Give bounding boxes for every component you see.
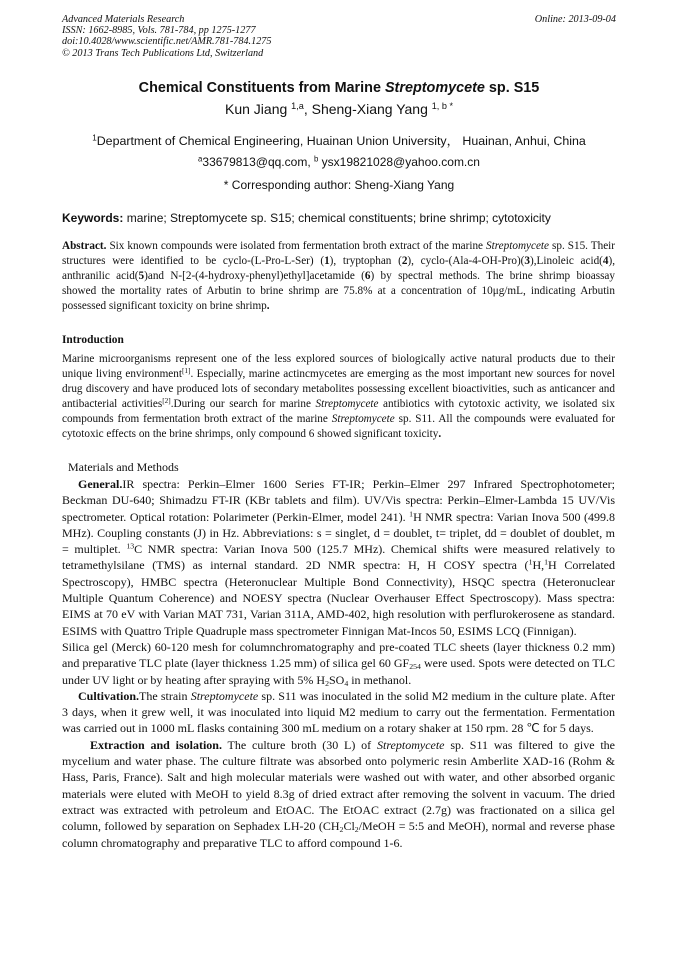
keywords: Keywords: marine; Streptomycete sp. S15; chemical constituents; brine shrimp; cytotoxicity: [62, 211, 551, 225]
general-paragraph: General.IR spectra: Perkin–Elmer 1600 Series FT-IR; Perkin–Elmer 297 Infrared Spectrophotometer; Beckman DU-640; Shimadzu FT-IR (KBr tablets and film). UV/Vis spectra: Perkin–Elmer-Lambda 15 UV/Vis spectrometer. Optical rotation: Polarimeter (Perkin-Elmer, model 241). $^1$H NMR spectra: Varian Inova 500 (499.8 MHz). Coupling constants (J) in Hz. Abbreviations: s = singlet, d = doublet, t= triplet, dd = doublet of doublet, m = multiplet. $^{13}$C NMR spectra: Varian Inova 500 (125.7 MHz). Chemical shifts were measured relatively to tetramethylsilane (TMS) as internal standard. 2D NMR spectra: H, H COSY spectra ($^1$H,$^1$H Correlated Spectroscopy), HMBC spectra (Heteronuclear Multiple Bond Connectivity), HSQC spectra (Heteronuclear Multiple Quantum Coherence) and NOESY spectra (Nuclear Overhauser Effect Spectroscopy). Mass spectra: EIMS at 70 eV with Varian MAT 731, Varian 311A, AMD-402, high resolution with perflurokerosene as standard. ESIMS with Quattro Triple Quadruple mass spectrometer Finnigan Mat-Incos 50, ESIMS LCQ (Finnigan).: [62, 477, 616, 638]
introduction-heading: Introduction: [62, 334, 124, 346]
methods-body: [62, 476, 615, 851]
cultivation-paragraph: Cultivation.The strain Streptomycete sp. S11 was inoculated in the solid M2 medium in the culture plate. After 3 days, when it grew well, it was inoculated into liquid M2 medium to carry out the fermentation. Fermentation was carried out in 1000 mL flasks containing 300 mL medium on a rotary shaker at 150 rpm. 28 ℃ for 5 days.: [62, 688, 615, 736]
issn-line: ISSN: 1662-8985, Vols. 781-784, pp 1275-1277: [62, 25, 256, 37]
methods-heading: Materials and Methods: [68, 460, 179, 474]
doi-line: doi:10.4028/www.scientific.net/AMR.781-784.1275: [62, 36, 272, 48]
author-2: Sheng-Xiang Yang: [311, 101, 432, 117]
online-date: Online: 2013-09-04: [534, 14, 616, 25]
journal-header: [62, 14, 271, 59]
abstract: Abstract. Six known compounds were isolated from fermentation broth extract of the marine Streptomycete sp. S15. Their structures were identified to be cyclo-(L-Pro-L-Ser) (1), tryptophan (2), cyclo-(Ala-4-OH-Pro)(3),Linoleic acid(4), anthranilic acid(5)and N-[2-(4-hydroxy-phenyl)ethyl]acetamide (6) by spectral methods. The brine shrimp bioassay showed the mortality rates of Arbutin to brine shrimp are 75.8% at a concentration of 10μg/mL, indicating Arbutin possessed significant toxicity on brine shrimp.: [62, 240, 616, 313]
journal-name: Advanced Materials Research: [62, 14, 185, 25]
affiliation: $^1$Department of Chemical Engineering, Huainan Union University， Huainan, Anhui, China: [92, 133, 586, 148]
paper-title: Chemical Constituents from Marine Streptomycete sp. S15: [138, 80, 540, 96]
introduction-body: Marine microorganisms represent one of the less explored sources of biologically active natural products due to their unique living environment[1]. Especially, marine actincmycetes are emerging as the most important new sources for novel drug discovery and have produced lots of secondary metabolites possessing excellent bioactivities, such as anticancer and antibacterial activities[2].During our search for marine Streptomycete antibiotics with cytotoxic activity, we isolated six compounds from fermentation broth extract of the marine Streptomycete sp. S11. All the compounds were evaluated for cytotoxic effects on the brine shrimps, only compound 6 showed significant toxicity.: [62, 353, 615, 441]
copyright-line: © 2013 Trans Tech Publications Ltd, Switzerland: [62, 47, 264, 59]
author-1: Kun Jiang: [225, 101, 292, 117]
extraction-paragraph: Extraction and isolation. The culture broth (30 L) of Streptomycete sp. S11 was filtered to give the mycelium and water phase. The culture filtrate was absorbed onto polymeric resin Amberlite XAD-16 (Rohm & Hass, Paris, France). Salt and high molecular materials were washed out with water, and other absorbed organic materials were eluted with MeOH to yield 8.3g of dried extract after removing the solvent in vacuum. The dried extract was extracted with petroleum and EtOAC. The EtOAC extract (2.7g) was fractionated on a silica gel column, followed by separation on Sephadex LH-20 ($CH_2Cl_2$/MeOH = 5:5 and MeOH), normal and reverse phase column chromatography and preparative TLC to afford compound 1-6.: [62, 737, 615, 850]
author-list: Kun Jiang $^{1,a}$, Sheng-Xiang Yang $^{1, b *}$: [225, 101, 453, 117]
author-emails: $^a$33679813@qq.com, $^b$ ysx19821028@yahoo.com.cn: [198, 154, 480, 169]
corresponding-author: * Corresponding author: Sheng-Xiang Yang: [223, 178, 455, 192]
silica-paragraph: Silica gel (Merck) 60-120 mesh for columnchromatography and pre-coated TLC sheets (layer thickness 0.2 mm) and preparative TLC plate (layer thickness 1.25 mm) of silica gel 60 $GF_{254}$ were used. Spots were detected on TLC under UV light or by heating after spraying with 5% $H_2SO_4$ in methanol.: [62, 639, 615, 688]
